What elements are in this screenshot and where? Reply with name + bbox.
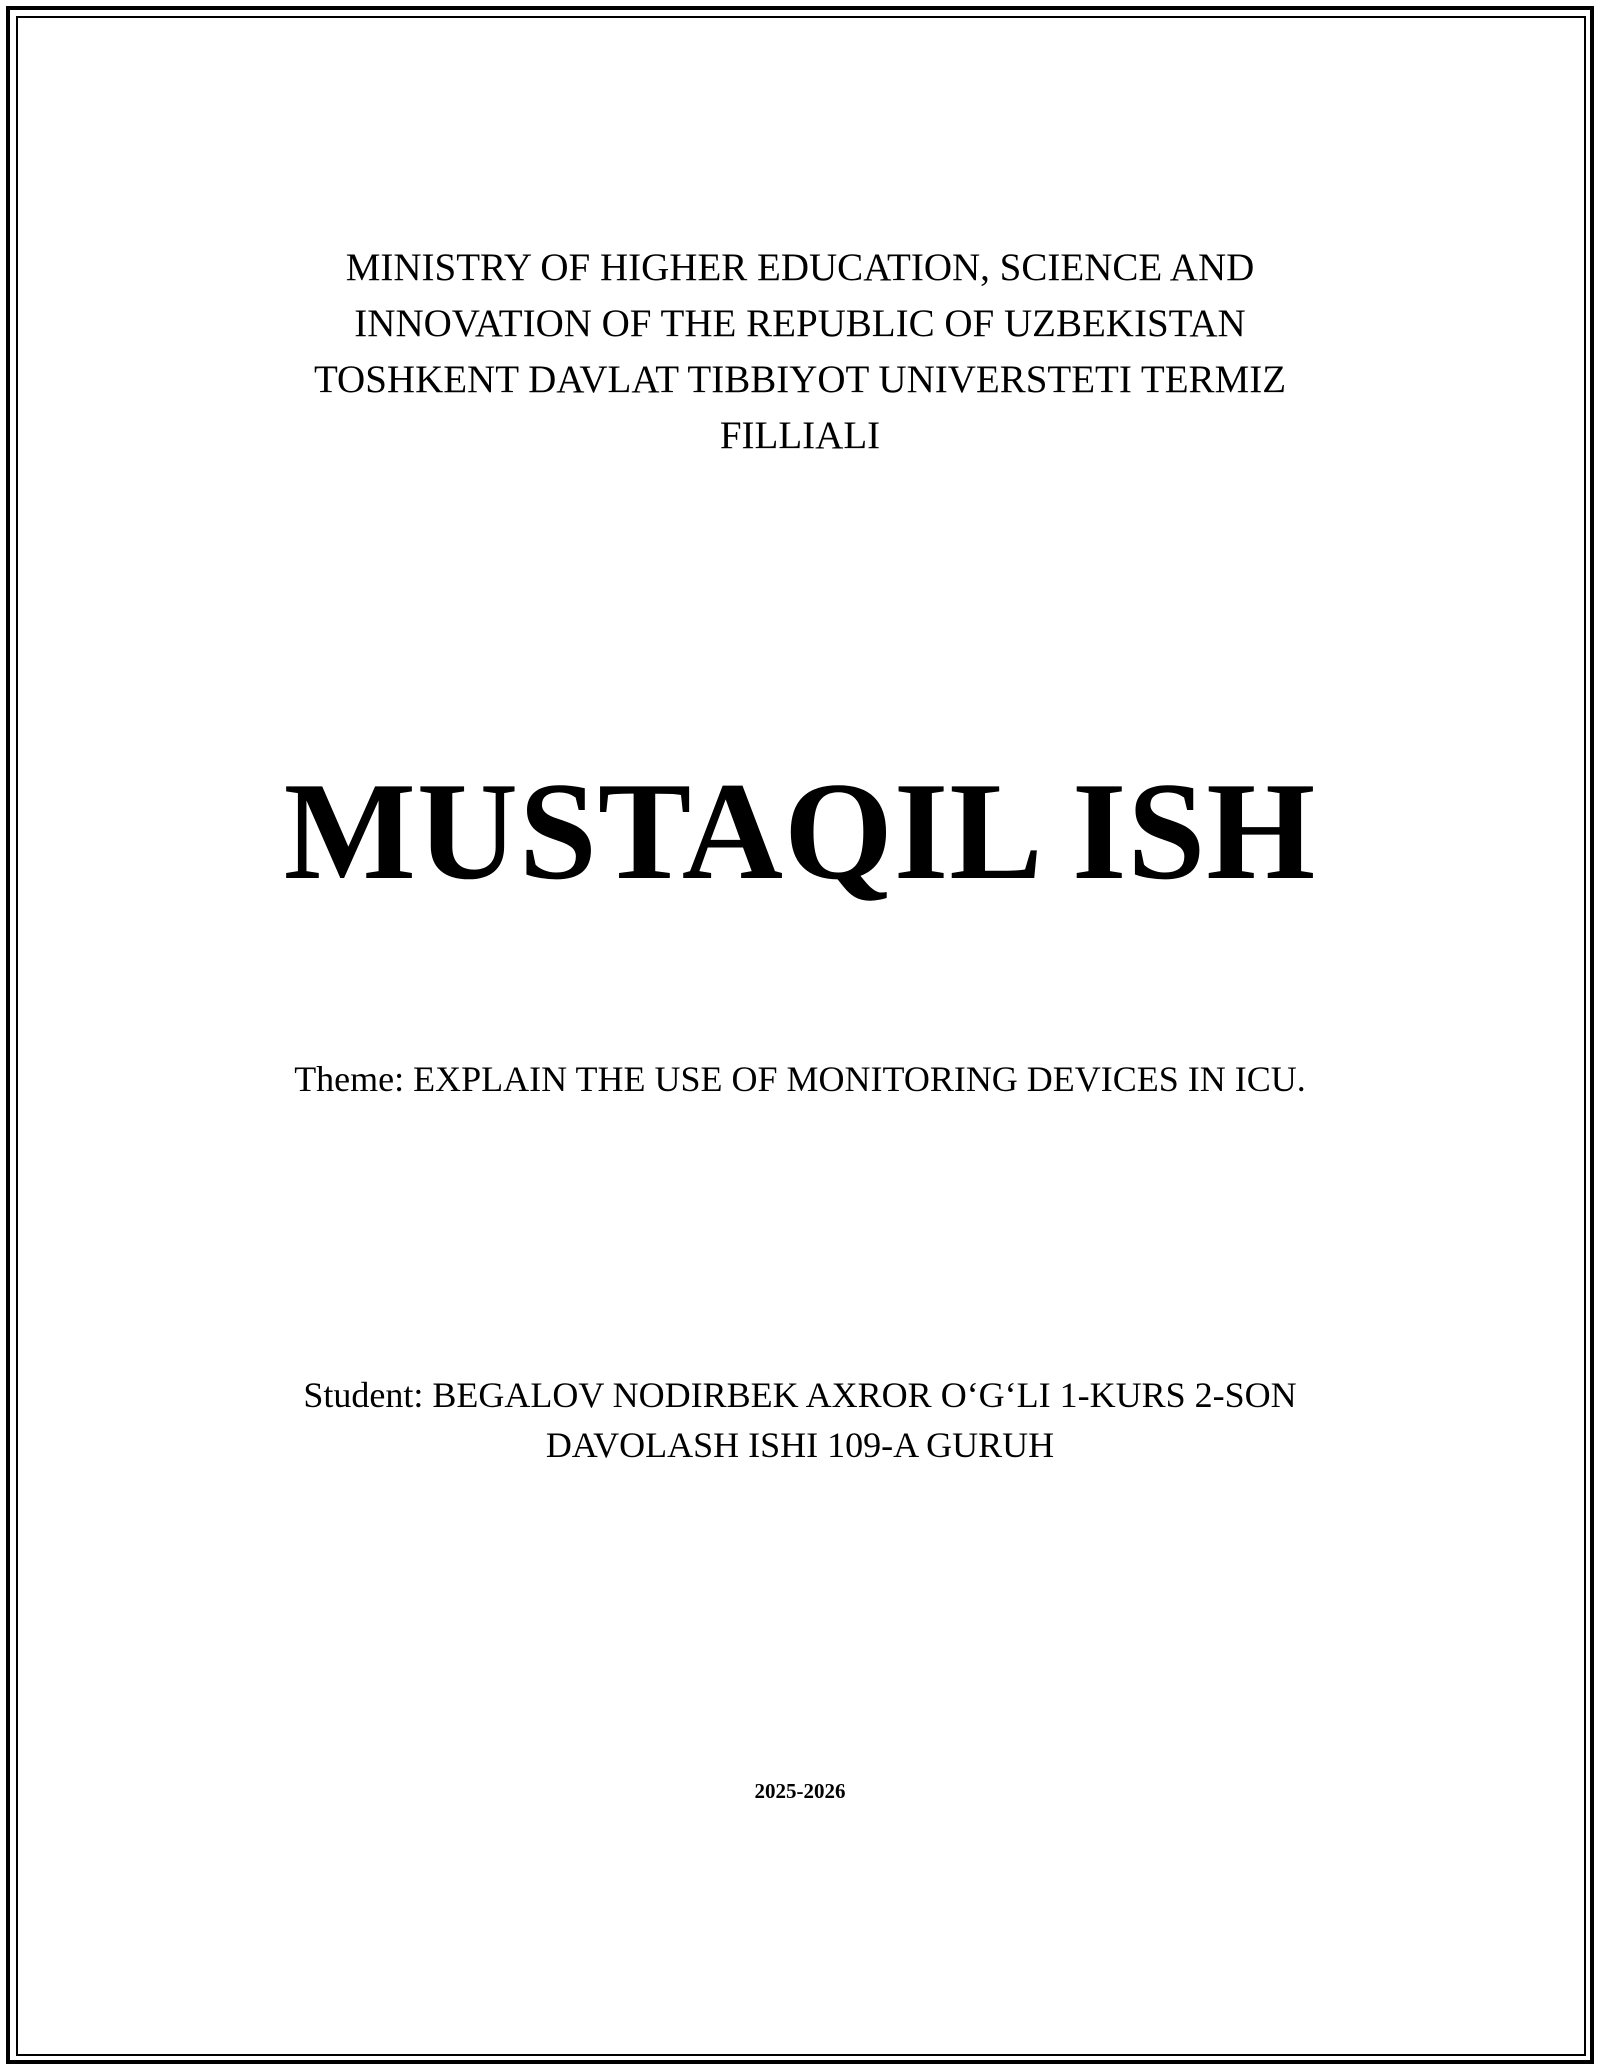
institution-line: INNOVATION OF THE REPUBLIC OF UZBEKISTAN <box>354 302 1246 345</box>
institution-line: TOSHKENT DAVLAT TIBBIYOT UNIVERSTETI TERMIZ <box>313 358 1287 401</box>
institution-line: FILLIALI <box>719 414 881 457</box>
student-info <box>0 1370 1600 1470</box>
student-line: Student: BEGALOV NODIRBEK AXROR O‘G‘LI 1-KURS 2-SON <box>303 1375 1297 1415</box>
document-title: MUSTAQIL ISH <box>283 754 1317 909</box>
academic-year: 2025-2026 <box>754 1779 846 1803</box>
institution-line: MINISTRY OF HIGHER EDUCATION, SCIENCE AND <box>345 246 1255 289</box>
student-line: DAVOLASH ISHI 109-A GURUH <box>545 1425 1055 1465</box>
institution-header <box>0 240 1600 464</box>
theme-line: Theme: EXPLAIN THE USE OF MONITORING DEVICES IN ICU. <box>294 1059 1306 1099</box>
